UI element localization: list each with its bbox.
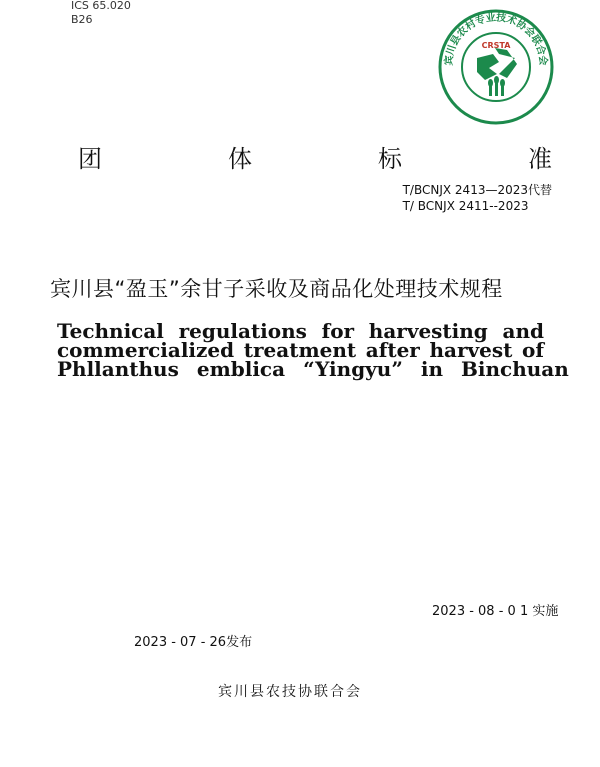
title-word: harvesting	[368, 319, 488, 343]
seal-emblem-icon	[477, 48, 517, 96]
standard-type-char: 体	[228, 145, 252, 173]
issue-date: 2023 - 07 - 26发布	[134, 635, 253, 650]
replaced-standard-number: T/ BCNJX 2411--2023	[402, 199, 529, 213]
title-word: regulations	[178, 319, 307, 343]
title-english-line	[57, 357, 569, 381]
standard-number-line: T/BCNJX 2413—2023代替	[402, 183, 552, 197]
implementation-date: 2023 - 08 - 0 1 实施	[432, 604, 559, 619]
standard-type-char: 标	[378, 145, 402, 173]
title-word: Phllanthus	[57, 357, 179, 381]
svg-text:宾川县农村专业技术协会联合会	[442, 10, 550, 66]
association-seal	[437, 8, 555, 126]
title-word: of	[522, 338, 544, 362]
seal-acronym: CRSTA	[481, 41, 511, 50]
title-word: in	[420, 357, 443, 381]
issuing-organization: 宾川县农技协联合会	[218, 684, 362, 700]
standard-type-char: 准	[528, 145, 552, 173]
seal-outer-ring	[440, 11, 552, 123]
standard-type-char: 团	[78, 145, 102, 173]
title-word: and	[502, 319, 544, 343]
title-english	[57, 319, 569, 381]
title-word: harvest	[429, 338, 513, 362]
standard-type-heading	[78, 142, 552, 176]
ics-code: ICS 65.020	[71, 0, 131, 12]
seal-ring-text: 宾川县农村专业技术协会联合会	[443, 12, 549, 67]
title-chinese: 宾川县“盈玉”余甘子采收及商品化处理技术规程	[50, 277, 503, 301]
title-word: Binchuan	[460, 357, 569, 381]
standard-number	[403, 182, 552, 214]
title-word: commercialized	[57, 338, 235, 362]
title-word: treatment	[243, 338, 357, 362]
title-word: Technical	[57, 319, 164, 343]
title-word: for	[321, 319, 355, 343]
title-word: after	[365, 338, 420, 362]
title-word: “Yingyu”	[303, 357, 403, 381]
ccs-code: B26	[71, 13, 93, 26]
title-word: emblica	[196, 357, 286, 381]
